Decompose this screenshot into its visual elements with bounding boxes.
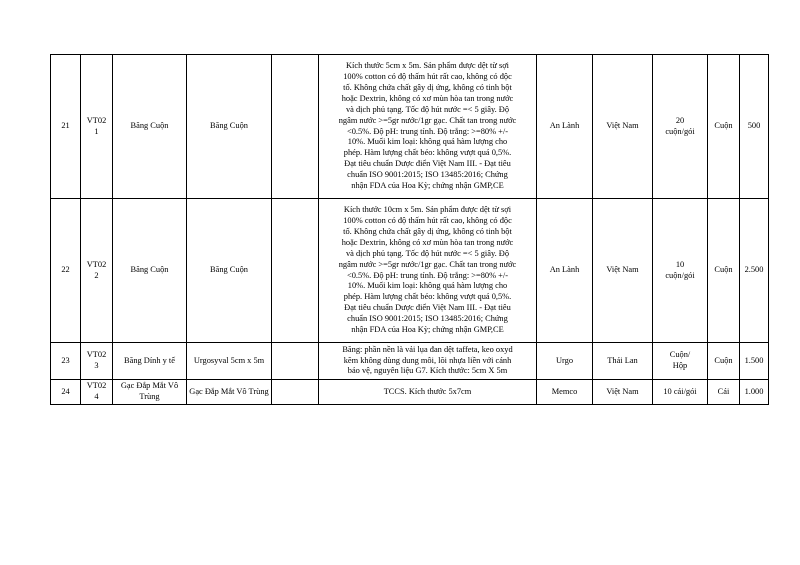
cell-line: 100% cotton có độ thấm hút rất cao, không có độc [343,71,512,81]
description-cell [319,380,537,405]
origin-cell: Việt Nam [593,55,653,199]
manufacturer-cell: An Lành [537,55,593,199]
quantity-cell: 1.500 [740,343,769,380]
empty-cell [272,343,319,380]
cell-line: TCCS. Kích thước 5x7cm [383,386,472,396]
cell-line: 2 [94,270,99,280]
cell-line: và dịch phủ tạng. Tốc độ hút nước =< 5 giây. Độ [345,104,510,114]
table-body [51,55,769,405]
empty-cell [272,199,319,343]
cell-line: Kích thước 10cm x 5m. Sản phẩm được dệt từ sợi [343,205,512,215]
cell-line: VT02 [86,381,107,391]
item-code-cell [81,380,113,405]
quantity-cell: 500 [740,55,769,199]
packaging-cell [653,343,708,380]
cell-line: ngâm nước >=5gr nước/1gr gạc. Chất tan trong nước [338,259,517,269]
table-row [51,55,769,199]
packaging-cell [653,380,708,405]
manufacturer-cell: Memco [537,380,593,405]
cell-line: VT02 [86,115,107,125]
description-cell [319,55,537,199]
origin-cell: Việt Nam [593,199,653,343]
cell-line: 100% cotton có độ thấm hút rất cao, không có độc [343,215,512,225]
cell-line: chuẩn ISO 9001:2015; ISO 13485:2016; Chứng [347,170,508,180]
cell-line: tố. Không chứa chất gây dị ứng, không có tinh bột [343,226,512,236]
cell-line: nhận FDA của Hoa Kỳ; chứng nhận GMP,CE [351,181,504,191]
cell-line: cuộn/gói [665,126,695,136]
cell-line: 20 [675,115,685,125]
cell-line: 10 [675,259,685,269]
cell-line: cuộn/gói [665,270,695,280]
item-spec-cell: Gạc Đắp Mắt Vô Trùng [187,380,272,405]
cell-line: chuẩn ISO 9001:2015; ISO 13485:2016; Chứng [347,314,508,324]
row-number-cell: 22 [51,199,81,343]
table-row [51,199,769,343]
table-row [51,343,769,380]
description-cell [319,343,537,380]
quantity-cell: 1.000 [740,380,769,405]
cell-line: <0.5%. Độ pH: trung tính. Độ trắng: >=80% +/- [346,270,509,280]
cell-line: 10 cái/gói [663,386,697,396]
cell-line: Kích thước 5cm x 5m. Sản phẩm được dệt từ sợi [346,61,509,71]
quantity-cell: 2.500 [740,199,769,343]
empty-cell [272,380,319,405]
item-spec-cell: Băng Cuộn [187,55,272,199]
supply-table [50,54,769,405]
unit-cell: Cuộn [708,55,740,199]
cell-line: Băng: phần nền là vải lụa đan dệt taffeta, keo oxyd [342,344,513,354]
item-code-cell [81,199,113,343]
origin-cell: Thái Lan [593,343,653,380]
cell-line: 1 [94,126,99,136]
cell-line: 10%. Muối kim loại: không quá hàm lượng cho [347,281,508,291]
item-name-cell: Băng Cuộn [113,55,187,199]
unit-cell: Cuộn [708,343,740,380]
item-code-cell [81,343,113,380]
table-row [51,380,769,405]
item-name-cell: Băng Dính y tế [113,343,187,380]
cell-line: 3 [94,361,99,370]
empty-cell [272,55,319,199]
cell-line: kẽm không dùng dung môi, lõi nhựa liền với cánh [343,355,512,365]
cell-line: hoặc Dextrin, không có xơ mùn hòa tan trong nước [341,237,514,247]
item-spec-cell: Băng Cuộn [187,199,272,343]
cell-line: Đạt tiêu chuẩn Dược điển Việt Nam III. - Đạt tiêu [344,159,511,169]
item-code-cell [81,55,113,199]
origin-cell: Việt Nam [593,380,653,405]
manufacturer-cell: An Lành [537,199,593,343]
cell-line: nhận FDA của Hoa Kỳ; chứng nhận GMP,CE [351,325,504,335]
cell-line: phép. Hàm lượng chất béo: không vượt quá 0,5%. [343,292,512,302]
unit-cell: Cái [708,380,740,405]
cell-line: 10%. Muối kim loại: không quá hàm lượng cho [347,137,508,147]
cell-line: Đạt tiêu chuẩn Dược điển Việt Nam III. - Đạt tiêu [344,303,511,313]
cell-line: tố. Không chứa chất gây dị ứng, không có tinh bột [343,82,512,92]
cell-line: phép. Hàm lượng chất béo: không vượt quá 0,5%. [343,148,512,158]
cell-line: VT02 [86,350,107,360]
cell-line: Cuộn/ [669,350,691,360]
cell-line: 4 [94,392,99,401]
unit-cell: Cuộn [708,199,740,343]
cell-line: bảo vệ, nguyên liệu G7. Kích thước: 5cm X 5m [347,366,508,376]
packaging-cell [653,199,708,343]
cell-line: VT02 [86,259,107,269]
cell-line: và dịch phủ tạng. Tốc độ hút nước =< 5 giây. Độ [345,248,510,258]
manufacturer-cell: Urgo [537,343,593,380]
row-number-cell: 23 [51,343,81,380]
cell-line: hoặc Dextrin, không có xơ mùn hòa tan trong nước [341,93,514,103]
cell-line: Hộp [672,361,688,370]
item-name-cell: Gạc Đắp Mắt Vô Trùng [113,380,187,405]
row-number-cell: 24 [51,380,81,405]
cell-line: <0.5%. Độ pH: trung tính. Độ trắng: >=80% +/- [346,126,509,136]
item-spec-cell: Urgosyval 5cm x 5m [187,343,272,380]
description-cell [319,199,537,343]
item-name-cell: Băng Cuộn [113,199,187,343]
packaging-cell [653,55,708,199]
cell-line: ngâm nước >=5gr nước/1gr gạc. Chất tan trong nước [338,115,517,125]
row-number-cell: 21 [51,55,81,199]
